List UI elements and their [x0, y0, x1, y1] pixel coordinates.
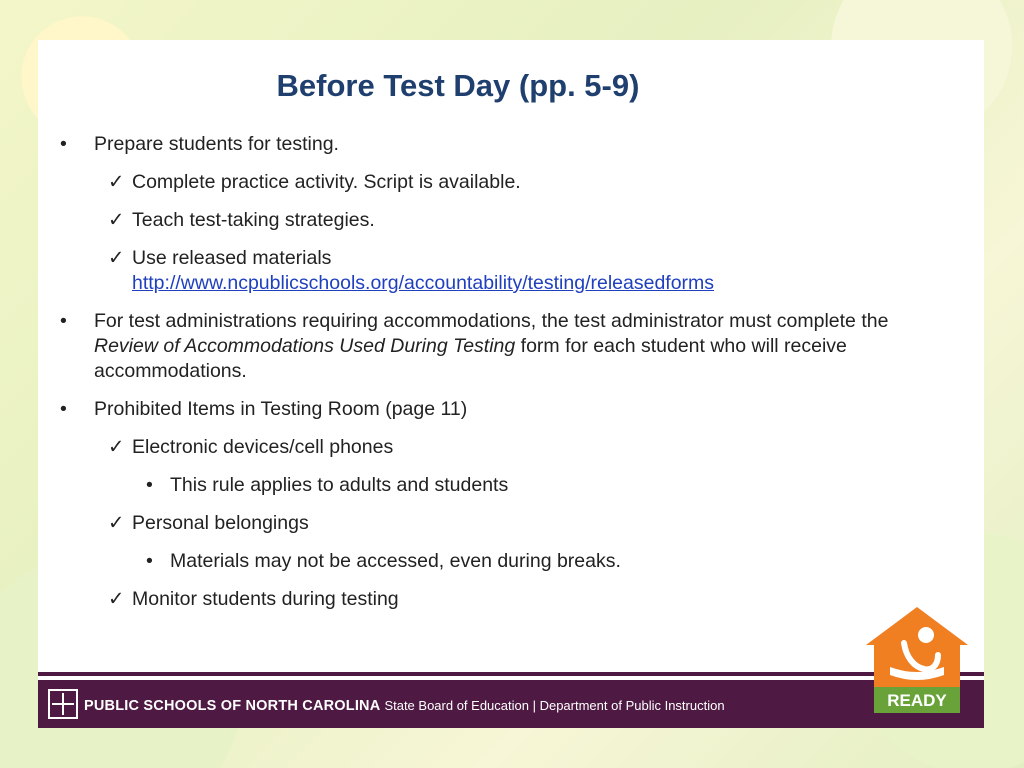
ready-logo-text: READY [887, 691, 947, 710]
bullet-marker: • [146, 550, 153, 572]
ready-logo-icon [864, 605, 970, 717]
released-forms-link[interactable]: http://www.ncpublicschools.org/accountability/testing/releasedforms [132, 272, 715, 294]
footer-org-name: PUBLIC SCHOOLS OF NORTH CAROLINA [84, 698, 381, 714]
bullet-item [58, 397, 938, 422]
check-text: Electronic devices/cell phones [132, 436, 394, 458]
check-text: Teach test-taking strategies. [132, 209, 375, 231]
sub-bullet-text: Materials may not be accessed, even during breaks. [170, 550, 621, 572]
check-text: Monitor students during testing [132, 588, 399, 610]
checkmark-icon: ✓ [108, 247, 125, 269]
bullet-marker: • [60, 310, 67, 332]
checkmark-icon: ✓ [108, 436, 125, 458]
check-text: Use released materials [132, 247, 332, 269]
bullet-text-start: For test administrations requiring accommodations, the test administrator must complete the [94, 310, 889, 332]
checkmark-icon: ✓ [108, 209, 125, 231]
slide-title: Before Test Day (pp. 5-9) [276, 68, 640, 103]
check-text: Complete practice activity. Script is available. [132, 171, 521, 193]
bullet-text-end: form for each student who will receive accommodations. [94, 335, 847, 382]
check-item [58, 435, 938, 460]
form-name-text: Review of Accommodations Used During Testing [94, 335, 516, 357]
bullet-marker: • [60, 398, 67, 420]
bullet-item [58, 132, 938, 157]
sub-bullet-text: This rule applies to adults and students [170, 474, 509, 496]
check-item [58, 511, 938, 536]
sub-bullet-item [58, 473, 938, 498]
check-text: Personal belongings [132, 512, 309, 534]
bullet-text: Prepare students for testing. [94, 133, 339, 155]
checkmark-icon: ✓ [108, 171, 125, 193]
check-item [58, 587, 938, 612]
footer-text [84, 698, 725, 714]
footer-subtitle: State Board of Education | Department of Public Instruction [384, 698, 725, 713]
footer-divider [38, 672, 984, 676]
checkmark-icon: ✓ [108, 512, 125, 534]
bullet-marker: • [146, 474, 153, 496]
check-item [58, 246, 938, 296]
sub-bullet-item [58, 549, 938, 574]
bullet-text: Prohibited Items in Testing Room (page 11) [94, 398, 468, 420]
bullet-marker: • [60, 133, 67, 155]
slide-panel [38, 40, 984, 728]
check-item [58, 208, 938, 233]
checkmark-icon: ✓ [108, 588, 125, 610]
check-item [58, 170, 938, 195]
bullet-item [58, 309, 938, 384]
nc-seal-icon [48, 689, 78, 719]
bullet-list [58, 132, 938, 625]
